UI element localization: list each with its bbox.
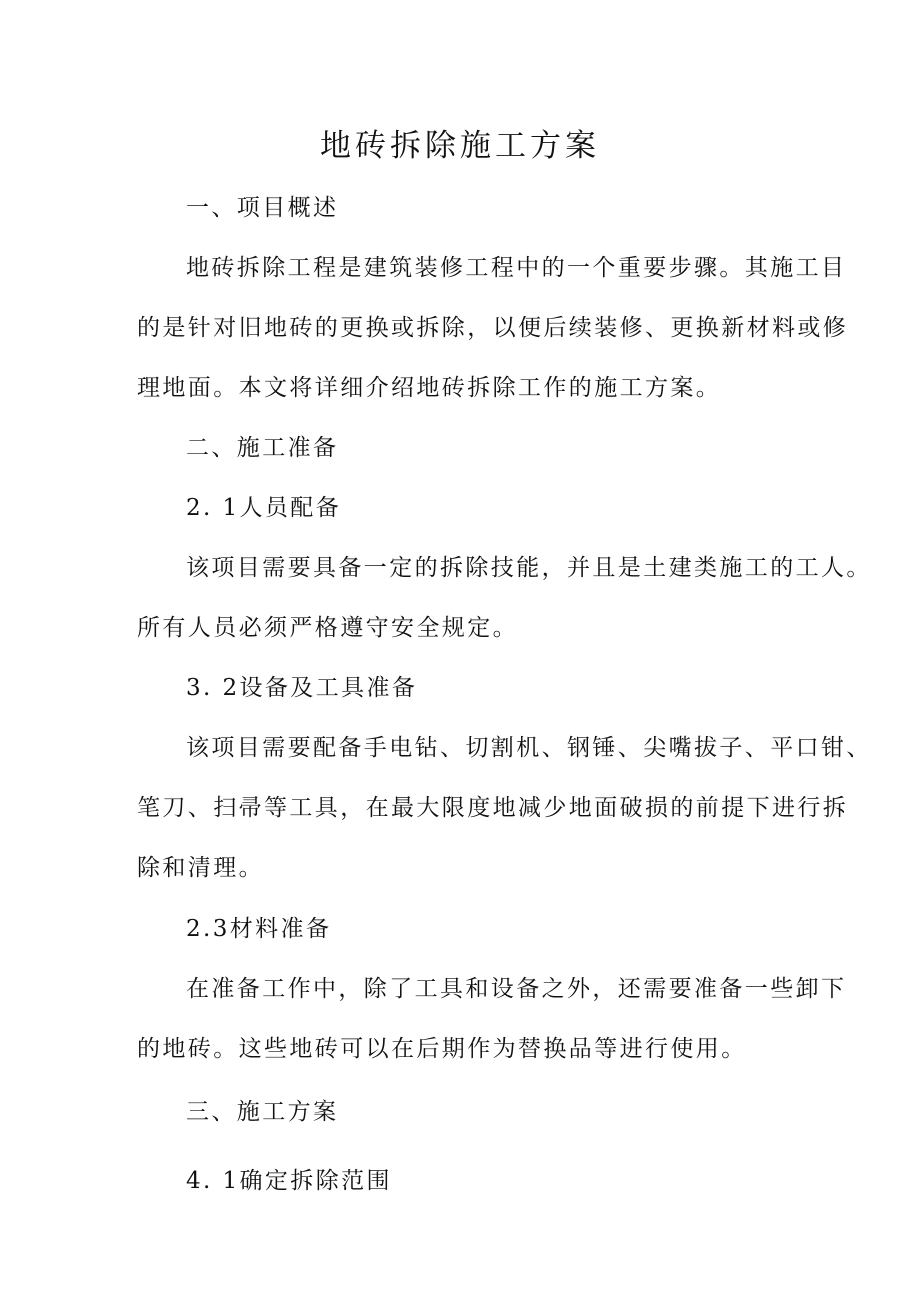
paragraph-line: 该项目需要具备一定的拆除技能，并且是土建类施工的工人。	[186, 555, 872, 581]
heading-construction-plan: 三、施工方案	[186, 1099, 339, 1125]
paragraph-line: 地砖拆除工程是建筑装修工程中的一个重要步骤。其施工目	[186, 255, 847, 281]
heading-preparation: 二、施工准备	[186, 435, 339, 461]
heading-overview: 一、项目概述	[186, 195, 339, 221]
subheading-materials: 2.3材料准备	[186, 916, 332, 942]
paragraph-line: 在准备工作中，除了工具和设备之外，还需要准备一些卸下	[186, 976, 847, 1002]
subheading-personnel: 2. 1人员配备	[186, 495, 342, 521]
subheading-scope: 4. 1确定拆除范围	[186, 1168, 392, 1194]
subheading-equipment: 3. 2设备及工具准备	[186, 675, 418, 701]
paragraph-line: 该项目需要配备手电钻、切割机、钢锤、尖嘴拔子、平口钳、	[186, 735, 872, 761]
paragraph-line: 的是针对旧地砖的更换或拆除，以便后续装修、更换新材料或修	[137, 315, 849, 341]
paragraph-line: 所有人员必须严格遵守安全规定。	[137, 615, 518, 641]
paragraph-line: 理地面。本文将详细介绍地砖拆除工作的施工方案。	[137, 375, 722, 401]
document-title: 地砖拆除施工方案	[320, 128, 600, 164]
paragraph-line: 的地砖。这些地砖可以在后期作为替换品等进行使用。	[137, 1036, 747, 1062]
paragraph-line: 除和清理。	[137, 855, 264, 881]
paragraph-line: 笔刀、扫帚等工具，在最大限度地减少地面破损的前提下进行拆	[137, 795, 849, 821]
